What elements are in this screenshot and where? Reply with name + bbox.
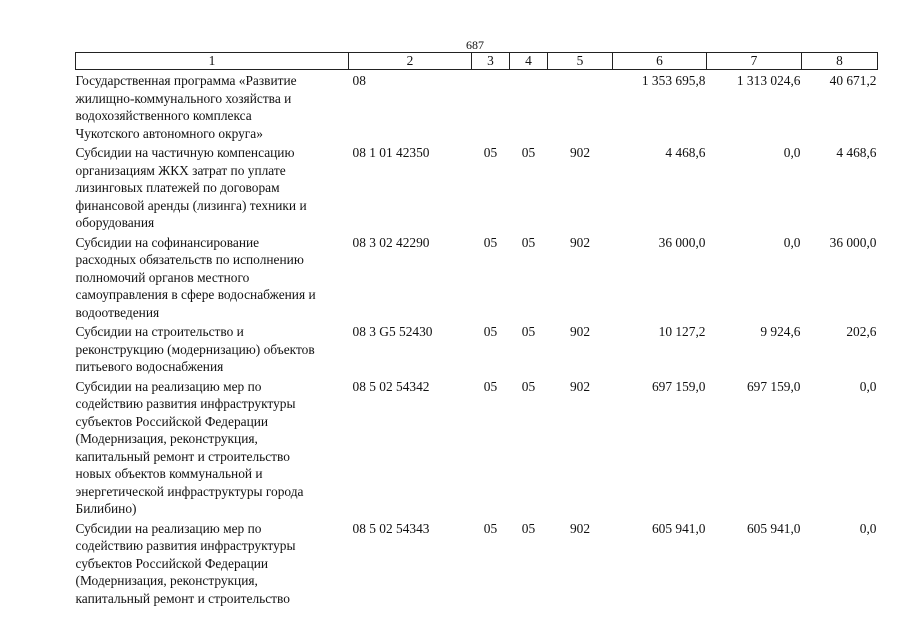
- table-row: [76, 376, 878, 518]
- row-name-line: питьевого водоснабжения: [75, 359, 224, 374]
- section-cell: 05: [483, 378, 498, 394]
- amount-federal-cell: 0,0: [783, 234, 801, 250]
- amount-total-cell: 4 468,6: [665, 145, 706, 160]
- row-name-line: содействию развития инфраструктуры: [75, 396, 296, 411]
- table-body: [76, 70, 878, 608]
- row-name-line: субъектов Российской Федерации: [75, 413, 269, 429]
- amount-federal-cell: 697 159,0: [746, 378, 801, 394]
- row-name-cell: [76, 321, 349, 376]
- table-row: [76, 142, 878, 232]
- amount-regional-cell: 4 468,6: [836, 145, 877, 160]
- row-name-line: лизинговых платежей по договорам: [75, 180, 280, 195]
- administrator-cell: 902: [569, 234, 591, 250]
- row-name-line: оборудования: [75, 215, 155, 230]
- administrator-cell: 902: [569, 378, 591, 394]
- row-name-line: капитальный ремонт и строительство: [75, 590, 290, 606]
- row-name-line: содействию развития инфраструктуры: [75, 538, 296, 553]
- column-header: 7: [707, 53, 802, 70]
- row-name-line: (Модернизация, реконструкция,: [75, 431, 258, 446]
- column-header: 5: [548, 53, 613, 70]
- row-name-line: Чукотского автономного округа»: [75, 125, 263, 141]
- target-code-cell: 08 5 02 54343: [352, 520, 430, 536]
- administrator-cell: [548, 70, 613, 143]
- amount-regional-cell: 202,6: [846, 324, 877, 339]
- section-cell: 05: [483, 234, 498, 250]
- subsection-cell: 05: [521, 324, 536, 339]
- target-code-cell: 08: [352, 73, 366, 88]
- row-name-cell: [76, 142, 349, 232]
- column-header: 4: [510, 53, 548, 70]
- administrator-cell: 902: [569, 145, 591, 160]
- row-name-line: Субсидии на строительство и: [75, 324, 244, 339]
- column-header: 8: [802, 53, 878, 70]
- header-row: [76, 53, 878, 70]
- amount-total-cell: 36 000,0: [658, 234, 706, 250]
- page-number: 687: [466, 38, 484, 52]
- row-name-line: расходных обязательств по исполнению: [75, 252, 304, 267]
- administrator-cell: 902: [569, 520, 591, 536]
- budget-table: [75, 52, 878, 607]
- target-code-cell: 08 5 02 54342: [352, 378, 430, 394]
- row-name-cell: [76, 70, 349, 143]
- column-header: 2: [349, 53, 472, 70]
- row-name-line: Государственная программа «Развитие: [75, 73, 297, 88]
- amount-total-cell: 10 127,2: [658, 324, 706, 339]
- row-name-line: Субсидии на частичную компенсацию: [75, 145, 295, 160]
- row-name-line: Субсидии на реализацию мер по: [75, 378, 262, 394]
- amount-regional-cell: 40 671,2: [829, 73, 877, 88]
- section-cell: 05: [483, 324, 498, 339]
- subsection-cell: 05: [521, 520, 536, 536]
- administrator-cell: 902: [569, 324, 591, 339]
- amount-regional-cell: 0,0: [859, 378, 877, 394]
- section-cell: [472, 70, 510, 143]
- target-code-cell: 08 3 G5 52430: [352, 324, 433, 339]
- row-name-line: новых объектов коммунальной и: [75, 466, 263, 481]
- row-name-line: финансовой аренды (лизинга) техники и: [75, 197, 307, 213]
- row-name-cell: [76, 232, 349, 322]
- row-name-line: энергетической инфраструктуры города: [75, 483, 304, 499]
- row-name-line: (Модернизация, реконструкция,: [75, 573, 258, 588]
- row-name-line: водохозяйственного комплекса: [75, 108, 252, 123]
- table-row: [76, 70, 878, 143]
- amount-federal-cell: 9 924,6: [760, 324, 801, 339]
- subsection-cell: [510, 70, 548, 143]
- row-name-line: самоуправления в сфере водоснабжения и: [75, 287, 316, 302]
- target-code-cell: 08 1 01 42350: [352, 145, 430, 160]
- amount-total-cell: 1 353 695,8: [641, 73, 706, 88]
- amount-regional-cell: 36 000,0: [829, 234, 877, 250]
- row-name-line: капитальный ремонт и строительство: [75, 448, 290, 464]
- row-name-line: Билибино): [75, 501, 137, 516]
- amount-federal-cell: 1 313 024,6: [736, 73, 801, 88]
- row-name-line: Субсидии на реализацию мер по: [75, 520, 262, 536]
- table-row: [76, 321, 878, 376]
- amount-federal-cell: 0,0: [783, 145, 801, 160]
- row-name-line: организациям ЖКХ затрат по уплате: [75, 162, 286, 178]
- amount-total-cell: 697 159,0: [651, 378, 706, 394]
- subsection-cell: 05: [521, 378, 536, 394]
- amount-federal-cell: 605 941,0: [746, 520, 801, 536]
- row-name-line: реконструкцию (модернизацию) объектов: [75, 341, 315, 357]
- table-row: [76, 232, 878, 322]
- column-header: 3: [472, 53, 510, 70]
- table-row: [76, 518, 878, 608]
- row-name-cell: [76, 376, 349, 518]
- amount-total-cell: 605 941,0: [651, 520, 706, 536]
- row-name-line: жилищно-коммунального хозяйства и: [75, 90, 292, 106]
- row-name-line: Субсидии на софинансирование: [75, 234, 260, 250]
- section-cell: 05: [483, 520, 498, 536]
- subsection-cell: 05: [521, 145, 536, 160]
- section-cell: 05: [483, 145, 498, 160]
- target-code-cell: 08 3 02 42290: [352, 234, 430, 250]
- row-name-line: водоотведения: [75, 304, 160, 320]
- row-name-line: полномочий органов местного: [75, 269, 250, 285]
- column-header: 6: [613, 53, 707, 70]
- row-name-cell: [76, 518, 349, 608]
- column-header: 1: [76, 53, 349, 70]
- subsection-cell: 05: [521, 234, 536, 250]
- row-name-line: субъектов Российской Федерации: [75, 555, 269, 571]
- amount-regional-cell: 0,0: [859, 520, 877, 536]
